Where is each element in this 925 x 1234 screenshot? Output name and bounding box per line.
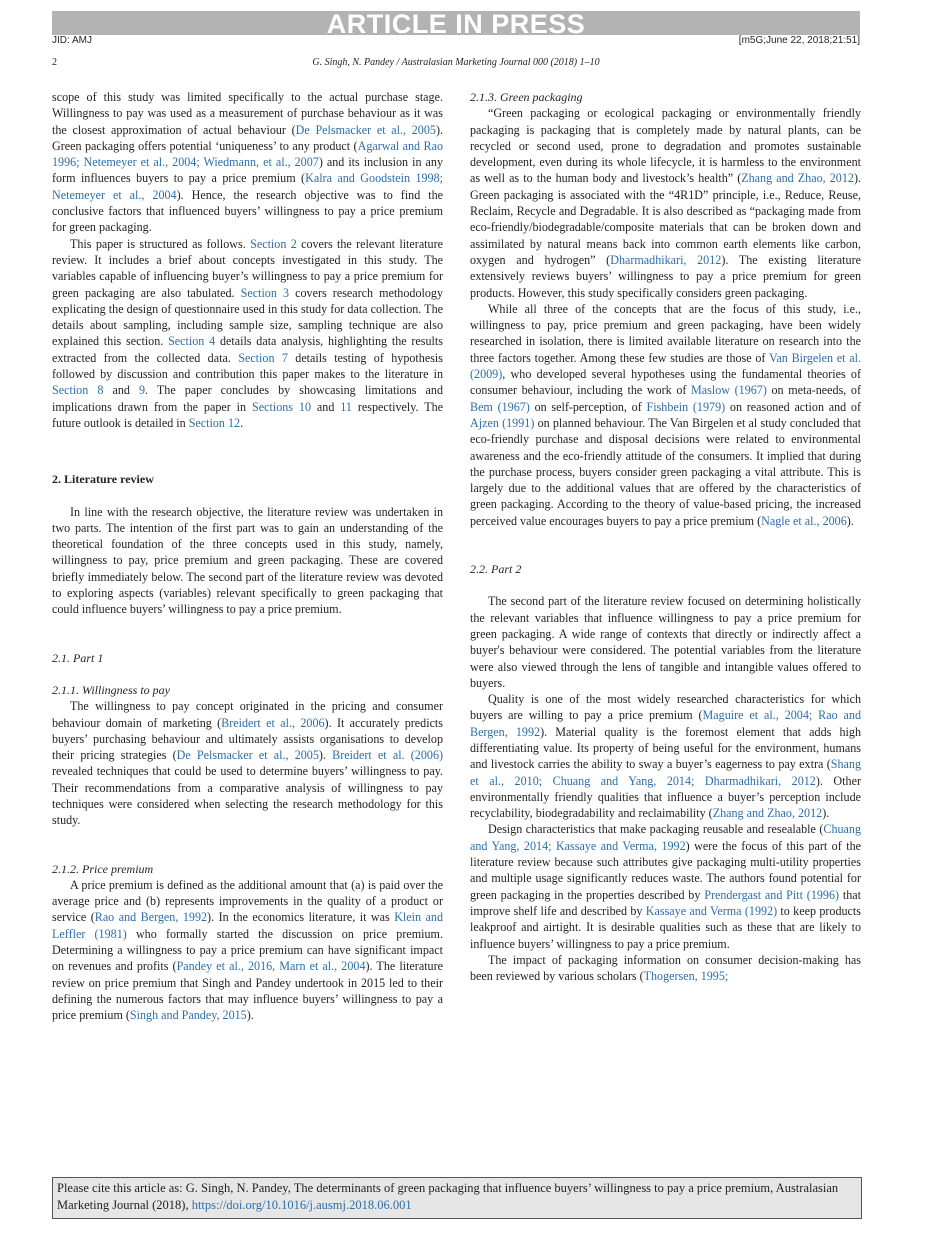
- paragraph: [470, 301, 861, 529]
- paragraph-text: that improve shelf life and described by: [470, 887, 861, 918]
- paragraph: [470, 821, 861, 951]
- paragraph-text: details data analysis, highlighting the results extracted from the collected data.: [52, 334, 443, 365]
- paragraph-text: The impact of packaging information on consumer decision-making has been reviewed by various scholars (: [470, 952, 861, 984]
- citation-link[interactable]: Kalra and Goodstein 1998; Netemeyer et al., 2004: [52, 171, 444, 202]
- paragraph-text: on meta-needs, of: [766, 383, 861, 398]
- paragraph-text: .: [240, 415, 244, 430]
- citation-link[interactable]: Section 2: [250, 236, 297, 251]
- paragraph-text: ). Other environmentally friendly qualities that influence a buyer’s perception include recyclability, biodegradability and reclaimability (: [470, 773, 861, 821]
- citation-link[interactable]: Section 3: [240, 285, 290, 300]
- citation-link[interactable]: Shang et al., 2010; Chuang and Yang, 2014; Dharmadhikari, 2012: [470, 757, 861, 788]
- paragraph-text: details testing of hypothesis followed by discussion and contribution this paper makes to the literature in: [52, 350, 443, 382]
- citation-link[interactable]: Ajzen (1991): [470, 415, 535, 430]
- citation-link[interactable]: Singh and Pandey, 2015: [129, 1008, 247, 1023]
- paragraph-text: ).: [318, 748, 333, 763]
- paragraph-text: Design characteristics that make packaging reusable and resealable (: [488, 822, 824, 837]
- paragraph-text: ).: [846, 513, 854, 528]
- paragraph-text: ). Green packaging is associated with the “4R1D” principle, i.e., Reduce, Reuse, Reclaim, Recycle and Degradable. It is also described as “packaging made from eco-friendly/biodegradable/composite materials that can be broken down and assimilated by natural means back into common earth elements like carbon, oxygen and hydrogen” (: [470, 171, 861, 267]
- paragraph: [470, 952, 861, 985]
- citation-link[interactable]: Zhang and Zhao, 2012: [741, 171, 854, 186]
- citation-link[interactable]: Rao and Bergen, 1992: [94, 910, 208, 925]
- paragraph-text: and: [311, 399, 341, 414]
- citation-link[interactable]: Nagle et al., 2006: [761, 513, 847, 528]
- paragraph-text: While all three of the concepts that are the focus of this study, i.e., willingness to pay, price premium and green packaging, have been widely researched in isolation, there is limited available literature on research into the three factors together. Among these few studies are those of: [470, 301, 861, 365]
- citation-link[interactable]: Sections 10: [252, 399, 311, 414]
- citation-link[interactable]: Section 7: [238, 350, 288, 365]
- subsubsection-heading: 2.1.2. Price premium: [52, 861, 154, 876]
- paragraph: [52, 877, 443, 1024]
- paragraph-text: scope of this study was limited specifically to the actual purchase stage. Willingness to pay was used as a measurement of purchase behaviour as it was the closest approximation of actual behaviour (: [52, 90, 443, 137]
- citation-link[interactable]: Breidert et al., 2006: [221, 715, 325, 730]
- paragraph-text: . The paper concludes by showcasing limitations and implications drawn from the paper in: [52, 383, 443, 414]
- paragraph-text: respectively. The future outlook is detailed in: [52, 399, 443, 430]
- citation-link[interactable]: De Pelsmacker et al., 2005: [295, 122, 436, 137]
- right-column: [470, 89, 861, 984]
- citation-link[interactable]: Thogersen, 1995;: [643, 969, 729, 984]
- citation-link[interactable]: Klein and Leffler (1981): [52, 910, 443, 941]
- paragraph-text: on self-perception, of: [529, 399, 647, 414]
- citation-link[interactable]: Bem (1967): [470, 399, 530, 414]
- citation-link[interactable]: De Pelsmacker et al., 2005: [176, 748, 319, 763]
- paragraph-text: ). Hence, the research objective was to find the conclusive factors that influenced buyers’ willingness to pay a price premium for green packaging.: [52, 187, 443, 235]
- citation-link[interactable]: Pandey et al., 2016, Marn et al., 2004: [176, 959, 366, 974]
- paragraph-text: ) and its inclusion in any form influences buyers to pay a price premium (: [52, 155, 443, 186]
- citation-link[interactable]: Section 8: [52, 383, 104, 398]
- paragraph-text: covers research methodology explicating the design of questionnaire used in this study for data collection. The details about sampling, including sample size, sampling technique are also explained this section.: [52, 285, 443, 349]
- citation-link[interactable]: 11: [340, 399, 352, 414]
- paragraph: [470, 691, 861, 821]
- paragraph-text: This paper is structured as follows.: [70, 236, 251, 251]
- running-head: G. Singh, N. Pandey / Australasian Marketing Journal 000 (2018) 1–10: [312, 57, 600, 68]
- paragraph-text: ). Green packaging offers potential ‘uniqueness’ to any product (: [52, 122, 443, 153]
- paragraph-text: who formally started the discussion on price premium. Determining a willingness to pay a price premium can have significant impact on revenues and profits (: [52, 926, 443, 974]
- paragraph-text: and: [103, 383, 139, 398]
- citation-link[interactable]: Agarwal and Rao 1996; Netemeyer et al., 2004; Wiedmann, et al., 2007: [52, 138, 443, 170]
- paragraph-text: A price premium is defined as the additional amount that (a) is paid over the average price and (b) represents improvements in the quality of a product or service (: [52, 877, 443, 925]
- paragraph: In line with the research objective, the literature review was undertaken in two parts. The intention of the first part was to gain an understanding of the theoretical foundation of the three concepts used in this study, namely, willingness to pay, price premium and green packaging. These are covered briefly immediately below. The second part of the literature review was devoted to exploring aspects (variables) relevant specifically to green packaging that could influence buyers’ willingness to pay a price premium.: [52, 504, 443, 617]
- citation-link[interactable]: Zhang and Zhao, 2012: [712, 806, 823, 821]
- paragraph-text: revealed techniques that could be used to determine buyers’ willingness to pay. Their recommendations from a comparative analysis of willingness to pay techniques were considered when selecting the research methodology for this study.: [52, 764, 443, 828]
- paragraph-text: ).: [822, 806, 830, 821]
- citation-link[interactable]: Kassaye and Verma (1992): [645, 903, 778, 918]
- citation-link[interactable]: Van Birgelen et al. (2009): [470, 350, 861, 382]
- citation-link[interactable]: Section 4: [168, 334, 216, 349]
- paragraph-text: to keep products leakproof and airtight. It is desirable qualities such as these that are likely to influence buyers’ willingness to pay a price premium.: [470, 903, 861, 951]
- citation-box: [52, 1177, 862, 1219]
- citation-link[interactable]: Prendergast and Pitt (1996): [704, 887, 840, 902]
- paragraph-text: ) were the focus of this part of the literature review because such attributes give packaging multi-utility properties and multiple usage significantly reduces waste. The authors found potential for green packaging in the properties described by: [470, 838, 861, 902]
- paragraph: The second part of the literature review focused on determining holistically the relevant variables that influence willingness to pay a price premium for green packaging. A wide range of contexts that directly or indirectly affect a buyer's behaviour were considered. The potential variables from the literature were also viewed through the lens of tangible and intangible values offered to buyers.: [470, 594, 861, 690]
- subsubsection-heading: 2.1.3. Green packaging: [470, 90, 583, 104]
- build-stamp: [m5G;June 22, 2018;21:51]: [738, 35, 860, 46]
- citation-link[interactable]: Section 12: [188, 415, 241, 430]
- paragraph: [52, 698, 443, 828]
- paragraph: [52, 89, 443, 236]
- paragraph-text: ). It accurately predicts buyers’ purchasing behaviour and ultimately assists organisations to develop their pricing strategies (: [52, 715, 443, 763]
- citation-link[interactable]: Chuang and Yang, 2014; Kassaye and Verma, 1992: [470, 822, 861, 853]
- article-in-press-banner: ARTICLE IN PRESS: [52, 11, 860, 35]
- journal-id: JID: AMJ: [52, 35, 93, 46]
- subsection-heading: 2.1. Part 1: [52, 650, 104, 665]
- paragraph-text: ). Material quality is the foremost element that adds high differentiating value. Its property of being useful for the environment, humans and livestock carries the ability to sway a buyer’s eagerness to pay extra (: [470, 724, 861, 772]
- paragraph-text: ).: [246, 1008, 254, 1023]
- section-heading: 2. Literature review: [52, 472, 154, 487]
- subsection-heading: 2.2. Part 2: [470, 562, 522, 577]
- doi-link[interactable]: https://doi.org/10.1016/j.ausmj.2018.06.001: [191, 1198, 412, 1212]
- paragraph-text: ). In the economics literature, it was: [207, 910, 395, 925]
- paragraph-text: ). The literature review on price premium that Singh and Pandey undertook in 2015 led to their defining the numerous factors that may influence buyers’ willingness to pay a price premium (: [52, 959, 443, 1023]
- citation-link[interactable]: Dharmadhikari, 2012: [610, 252, 722, 267]
- paragraph-text: ). The existing literature extensively reviews buyers’ willingness to pay a price premium for green products. However, this study specifically considers green packaging.: [470, 252, 861, 300]
- left-column: [52, 89, 443, 1024]
- citation-link[interactable]: Maslow (1967): [691, 383, 767, 398]
- citation-link[interactable]: 9: [138, 383, 146, 398]
- paragraph-text: “Green packaging or ecological packaging or environmentally friendly packaging is packaging that is completely made by natural plants, can be recycled or second used, prone to degradation and promotes sustainable development, even during its whole lifecycle, it is harmless to the environment as well as to the human body and livestock’s health” (: [470, 106, 861, 186]
- paragraph-text: covers the relevant literature review. It includes a brief about concepts investigated in this study. The variables capable of influencing buyer’s willingness to pay a price premium for green packaging are also tabulated.: [52, 236, 443, 300]
- paragraph-text: Quality is one of the most widely researched characteristics for which buyers are willing to pay a price premium (: [470, 692, 861, 723]
- paragraph-text: , who developed several hypotheses using the fundamental theories of consumer behaviour, including the work of: [470, 367, 861, 398]
- citation-text: Please cite this article as: G. Singh, N. Pandey, The determinants of green packaging that influence buyers’ willingness to pay a price premium, Australasian Marketing Journal (2018),: [57, 1181, 839, 1212]
- citation-link[interactable]: Breidert et al. (2006): [332, 748, 444, 763]
- paragraph: [52, 236, 443, 432]
- paragraph-text: on reasoned action and of: [725, 399, 862, 414]
- paragraph: [470, 105, 861, 301]
- subsubsection-heading: 2.1.1. Willingness to pay: [52, 682, 170, 697]
- paragraph-text: The willingness to pay concept originated in the pricing and consumer behaviour domain of marketing (: [52, 699, 443, 730]
- paragraph-text: on planned behaviour. The Van Birgelen et al study concluded that eco-friendly purchase and disposal decisions were related to environmental awareness and the eco-friendly attitude of the consumers. It implied that during the purchase process, buyers consider green packaging a vital attribute. This is largely due to the additional values that are offered by the characteristics of green packaging. According to the theory of value-based pricing, the increased perceived value encourages buyers to pay a price premium (: [470, 415, 861, 528]
- page-number: 2: [52, 57, 57, 68]
- citation-link[interactable]: Maguire et al., 2004; Rao and Bergen, 1992: [470, 708, 861, 739]
- citation-link[interactable]: Fishbein (1979): [646, 399, 726, 414]
